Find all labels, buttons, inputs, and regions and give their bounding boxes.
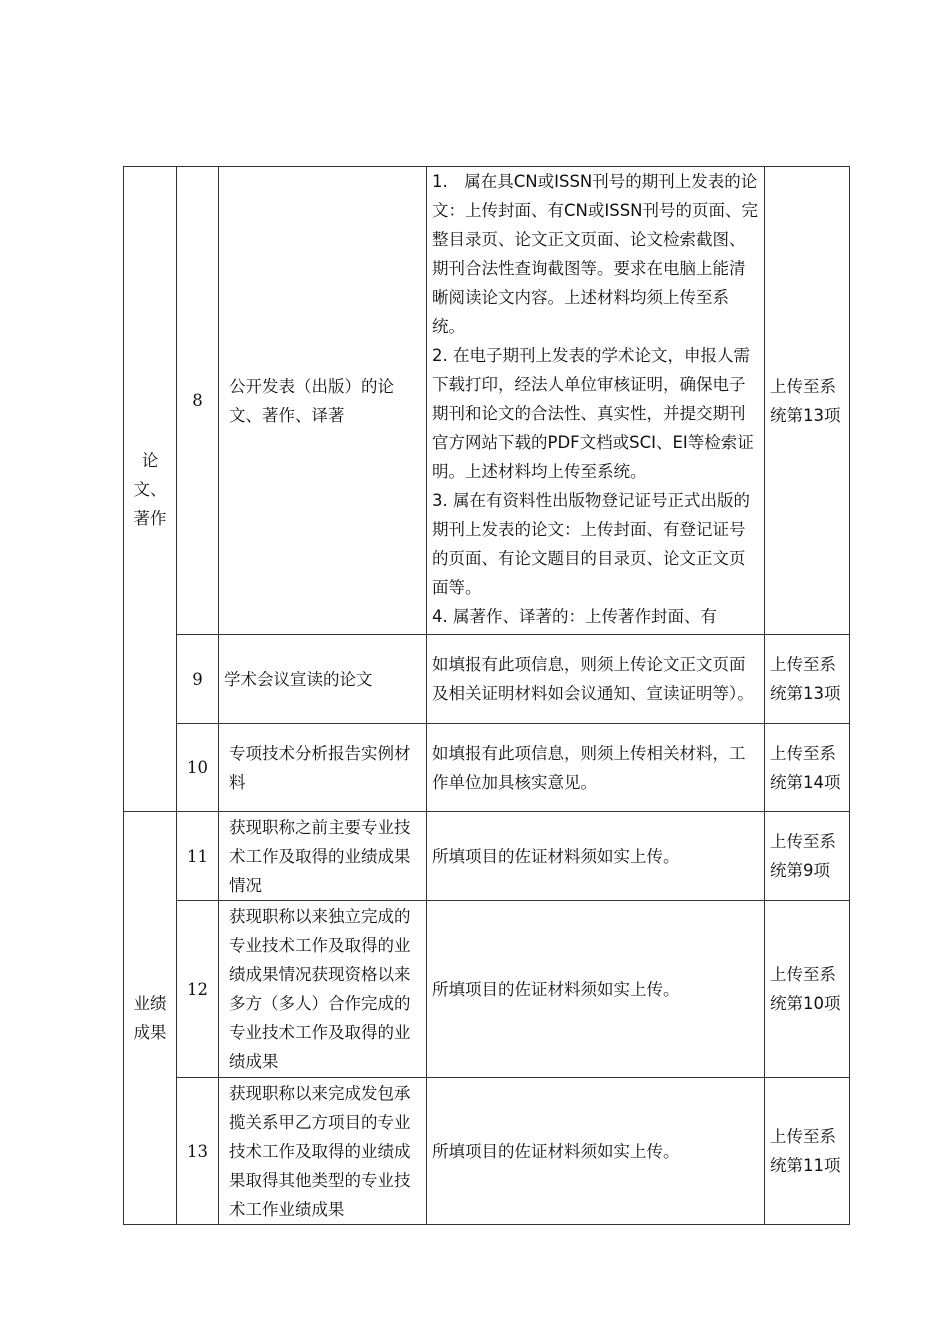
requirements-cell [427,1078,765,1225]
requirement-para: 如填报有此项信息，则须上传相关材料，工作单位加具核实意见。 [432,743,746,792]
requirement-para: 4. 属著作、译著的：上传著作封面、有 [432,607,717,626]
row-number: 13 [177,1078,219,1225]
row-number: 8 [177,167,219,635]
item-name: 获现职称以来独立完成的专业技术工作及取得的业绩成果情况获现资格以来多方（多人）合作完成的专业技术工作及取得的业绩成果 [219,901,427,1078]
requirements-cell [427,724,765,812]
upload-location: 上传至系统第14项 [765,724,850,812]
row-number: 9 [177,635,219,724]
table-row [124,167,850,635]
row-number: 12 [177,901,219,1078]
category-cell: 业绩成果 [124,812,177,1225]
requirement-para: 所填项目的佐证材料须如实上传。 [432,1141,680,1161]
table-row [124,635,850,724]
upload-location: 上传至系统第10项 [765,901,850,1078]
table-row [124,1078,850,1225]
item-name: 获现职称以来完成发包承揽关系甲乙方项目的专业技术工作及取得的业绩成果取得其他类型的专业技术工作业绩成果 [219,1078,427,1225]
row-number: 11 [177,812,219,901]
item-name: 获现职称之前主要专业技术工作及取得的业绩成果情况 [219,812,427,901]
requirement-para: 3. 属在有资料性出版物登记证号正式出版的期刊上发表的论文：上传封面、有登记证号的页面、有论文题目的目录页、论文正文页面等。 [432,491,750,597]
requirement-para: 所填项目的佐证材料须如实上传。 [432,846,680,866]
requirements-cell [427,901,765,1078]
table-row [124,724,850,812]
item-name: 学术会议宣读的论文 [219,635,427,724]
row-number: 10 [177,724,219,812]
requirement-para: 2. 在电子期刊上发表的学术论文，申报人需下载打印，经法人单位审核证明，确保电子期刊和论文的合法性、真实性，并提交期刊官方网站下载的PDF文档或SCI、EI等检索证明。上述材料均上传至系统。 [432,346,754,481]
item-name: 专项技术分析报告实例材料 [219,724,427,812]
requirements-cell [427,812,765,901]
requirement-para: 如填报有此项信息，则须上传论文正文页面及相关证明材料如会议通知、宣读证明等）。 [432,655,754,703]
table-row [124,901,850,1078]
upload-location: 上传至系统第13项 [765,167,850,635]
table-row [124,812,850,901]
upload-location: 上传至系统第9项 [765,812,850,901]
requirements-cell [427,167,765,635]
category-cell: 论文、著作 [124,167,177,812]
item-name: 公开发表（出版）的论文、著作、译著 [219,167,427,635]
upload-location: 上传至系统第11项 [765,1078,850,1225]
requirement-para: 1. 属在具CN或ISSN刊号的期刊上发表的论文：上传封面、有CN或ISSN刊号的页面、完整目录页、论文正文页面、论文检索截图、期刊合法性查询截图等。要求在电脑上能清晰阅读论文内容。上述材料均须上传至系统。 [432,172,759,336]
requirements-cell [427,635,765,724]
requirements-table [123,166,850,1225]
requirement-para: 所填项目的佐证材料须如实上传。 [432,979,680,999]
upload-location: 上传至系统第13项 [765,635,850,724]
